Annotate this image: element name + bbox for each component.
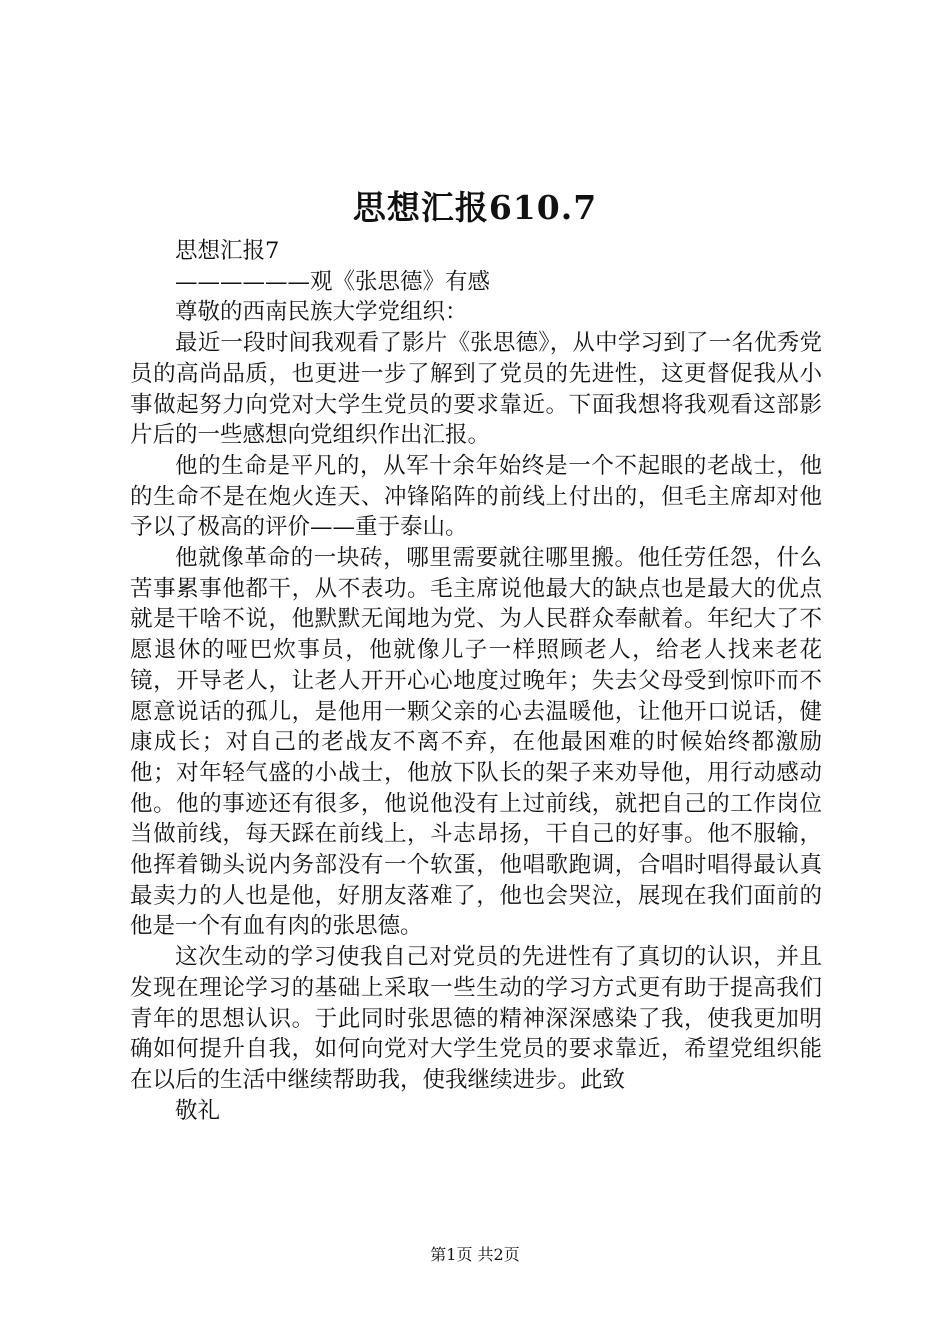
paragraph-life: 他的生命是平凡的，从军十余年始终是一个不起眼的老战士，他的生命不是在炮火连天、冲锋陷阵的前线上付出的，但毛主席却对他予以了极高的评价——重于泰山。 (130, 452, 822, 541)
paragraph-conclusion: 这次生动的学习使我自己对党员的先进性有了真切的认识，并且发现在理论学习的基础上采取一些生动的学习方式更有助于提高我们青年的思想认识。于此同时张思德的精神深深感染了我，使我更加明确如何提升自我，如何向党对大学生党员的要求靠近，希望党组织能在以后的生活中继续帮助我，使我继续进步。此致 (130, 944, 822, 1093)
paragraph-subtitle: ——————观《张思德》有感 (175, 268, 491, 295)
paragraph-deeds: 他就像革命的一块砖，哪里需要就往哪里搬。他任劳任怨，什么苦事累事他都干，从不表功。毛主席说他最大的缺点也是最大的优点就是干啥不说，他默默无闻地为党、为人民群众奉献着。年纪大了不愿退休的哑巴炊事员，他就像儿子一样照顾老人，给老人找来老花镜，开导老人，让老人开开心心地度过晚年；失去父母受到惊吓而不愿意说话的孤儿，是他用一颗父亲的心去温暖他，让他开口说话，健康成长；对自己的老战友不离不弃，在他最困难的时候始终都激励他；对年轻气盛的小战士，他放下队长的架子来劝导他，用行动感动他。他的事迹还有很多，他说他没有上过前线，就把自己的工作岗位当做前线，每天踩在前线上，斗志昂扬，干自己的好事。他不服输，他挥着锄头说内务部没有一个软蛋，他唱歌跑调，合唱时唱得最认真最卖力的人也是他，好朋友落难了，他也会哭泣，展现在我们面前的他是一个有血有肉的张思德。 (130, 545, 822, 940)
paragraph-intro: 最近一段时间我观看了影片《张思德》，从中学习到了一名优秀党员的高尚品质，也更进一步了解到了党员的先进性，这更督促我从小事做起努力向党对大学生党员的要求靠近。下面我想将我观看这部影片后的一些感想向党组织作出汇报。 (130, 330, 822, 449)
paragraph-closing: 敬礼 (175, 1097, 221, 1124)
page-number-footer: 第1页 共2页 (430, 1245, 520, 1264)
paragraph-report-number: 思想汇报7 (175, 238, 280, 264)
paragraph-salutation: 尊敬的西南民族大学党组织： (175, 299, 468, 326)
document-body (130, 236, 822, 1126)
document-title: 思想汇报610.7 (352, 188, 598, 227)
